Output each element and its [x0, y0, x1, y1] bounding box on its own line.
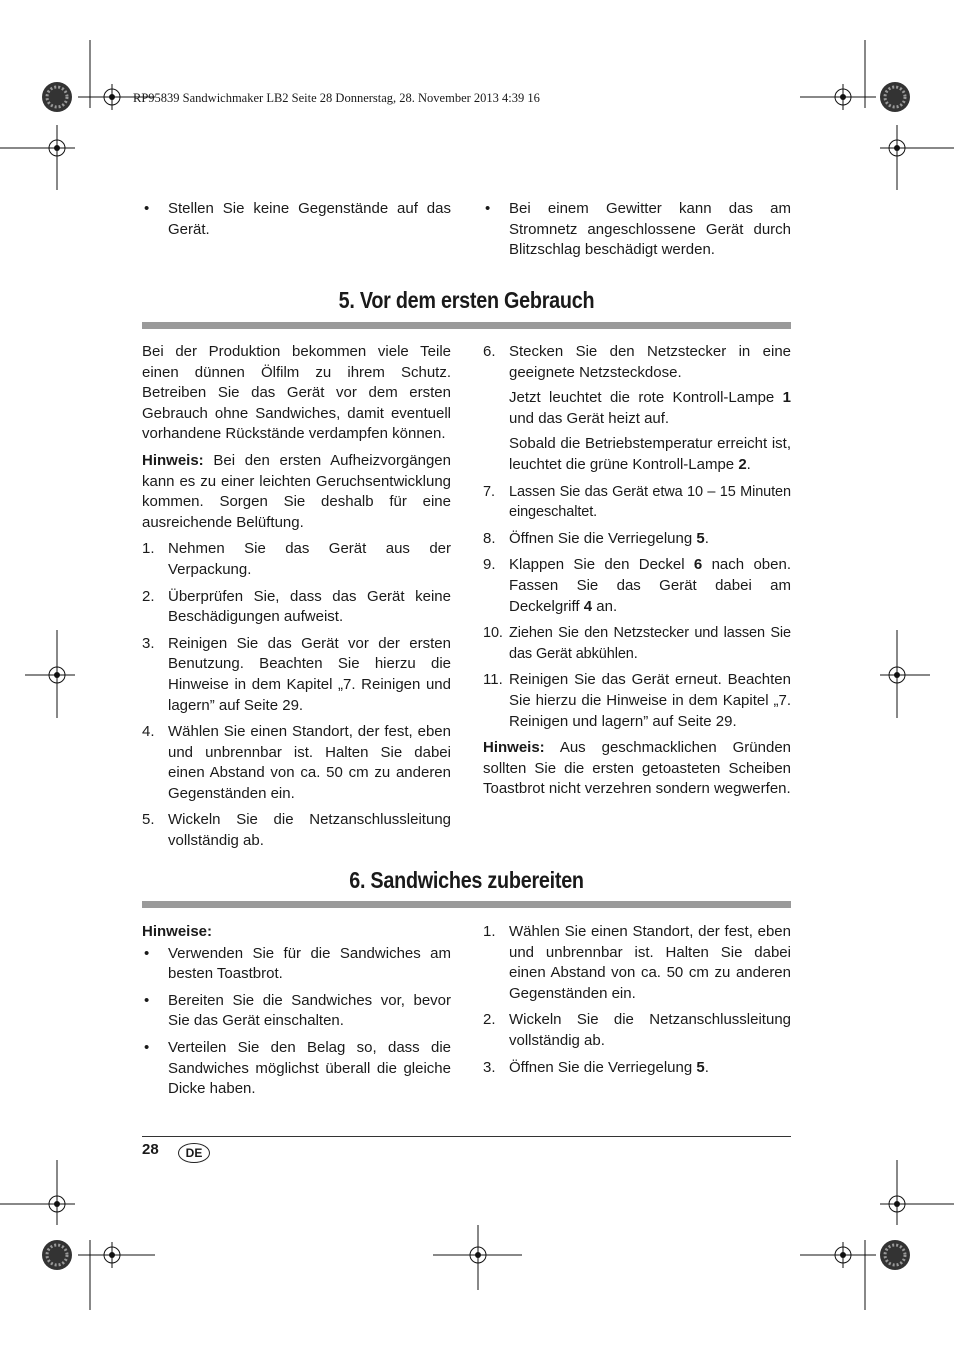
notes-label: Hinweise:: [142, 923, 213, 940]
list-item: 5. Wickeln Sie die Netzanschlussleitung vollständig ab.: [142, 811, 451, 850]
list-item: 9. Klappen Sie den Deckel 6 nach oben. Fassen Sie das Gerät dabei am Deckelgriff 4 an.: [483, 556, 791, 615]
steps-list: [142, 539, 451, 851]
list-item: 3. Reinigen Sie das Gerät vor der ersten Benutzung. Beachten Sie hierzu die Hinweise in dem Kapitel „7. Reinigen und lagern” auf Seite 29.: [142, 634, 451, 714]
steps-list: [483, 670, 791, 732]
list-item: 8. Öffnen Sie die Verriegelung 5.: [483, 529, 709, 547]
list-item: 10. Ziehen Sie den Netzstecker und lassen Sie das Gerät abkühlen.: [483, 625, 791, 662]
steps-list: [483, 529, 791, 617]
list-item: 2. Wickeln Sie die Netzanschlussleitung vollständig ab.: [483, 1011, 791, 1049]
list-item: • Verteilen Sie den Belag so, dass die Sandwiches möglichst überall die gleiche Dicke haben.: [144, 1038, 451, 1098]
list-item: 1. Nehmen Sie das Gerät aus der Verpackung.: [142, 540, 451, 578]
steps-list: [483, 623, 791, 664]
steps-list: [483, 342, 791, 476]
list-item: • Stellen Sie keine Gegenstände auf das Gerät.: [144, 200, 451, 238]
steps-list: [483, 922, 791, 1078]
note-label: Hinweis:: [142, 451, 204, 469]
top-right-column: [483, 199, 791, 267]
list-item: 6. Stecken Sie den Netzstecker in eine geeignete Netzsteckdose. Jetzt leuchtet die rote Kontroll-Lampe 1 und das Gerät heizt auf. Sobald die Betriebstemperatur erreicht ist, leuchtet die grüne Kontroll-Lampe 2.: [483, 343, 791, 473]
list-item: 4. Wählen Sie einen Standort, der fest, eben und unbrennbar ist. Halten Sie dabei einen Abstand von ca. 50 cm zu anderen Gegenständen ein.: [142, 723, 451, 802]
print-header: RP95839 Sandwichmaker LB2 Seite 28 Donnerstag, 28. November 2013 4:39 16: [133, 91, 540, 105]
section-heading: 5. Vor dem ersten Gebrauch: [338, 287, 595, 313]
section5-right-column: [483, 342, 791, 806]
section-heading: 6. Sandwiches zubereiten: [349, 867, 584, 893]
list-item: 1. Wählen Sie einen Standort, der fest, eben und unbrennbar ist. Halten Sie dabei einen Abstand von ca. 50 cm zu anderen Gegenständen ein.: [483, 923, 791, 1002]
note-paragraph: Hinweis: Bei den ersten Aufheizvorgängen kann es zu einer leichten Geruchsentwicklung kommen. Sorgen Sie deshalb für eine ausreichende Belüftung.: [142, 451, 451, 531]
steps-list: [483, 482, 791, 523]
list-item: 11. Reinigen Sie das Gerät erneut. Beachten Sie hierzu die Hinweise in dem Kapitel „7. Reinigen und lagern” auf Seite 29.: [483, 671, 791, 730]
page-number: 28: [142, 1141, 159, 1158]
footer-rule: [142, 1136, 791, 1137]
intro-paragraph: Bei der Produktion bekommen viele Teile einen dünnen Ölfilm zu ihrem Schutz. Betreiben Sie das Gerät vor dem ersten Gebrauch ohne Sandwiches, damit eventuell vorhandene Rückstände verdampfen können.: [142, 343, 451, 443]
list-item: • Bei einem Gewitter kann das am Stromnetz angeschlossene Gerät durch Blitzschlag beschädigt werden.: [485, 200, 791, 259]
section5-left-column: [142, 342, 451, 858]
language-badge: DE: [178, 1143, 210, 1163]
note-label: Hinweis:: [483, 739, 545, 757]
section6-right-column: [483, 922, 791, 1084]
list-item: • Verwenden Sie für die Sandwiches am besten Toastbrot.: [144, 944, 451, 983]
list-item: 3. Öffnen Sie die Verriegelung 5.: [483, 1058, 709, 1076]
list-item: • Bereiten Sie die Sandwiches vor, bevor Sie das Gerät einschalten.: [144, 991, 451, 1030]
section6-left-column: [142, 922, 451, 1106]
heading-rule: [142, 901, 791, 908]
top-left-column: [142, 199, 451, 246]
list-item: 2. Überprüfen Sie, dass das Gerät keine Beschädigungen aufweist.: [142, 587, 451, 626]
note-paragraph: Hinweis: Aus geschmacklichen Gründen sollten Sie die ersten getoasteten Scheiben Toastbrot nicht verzehren sondern wegwerfen.: [483, 739, 791, 798]
list-item: 7. Lassen Sie das Gerät etwa 10 – 15 Minuten eingeschaltet.: [483, 483, 791, 521]
heading-rule: [142, 322, 791, 329]
notes-list: [142, 944, 451, 1100]
